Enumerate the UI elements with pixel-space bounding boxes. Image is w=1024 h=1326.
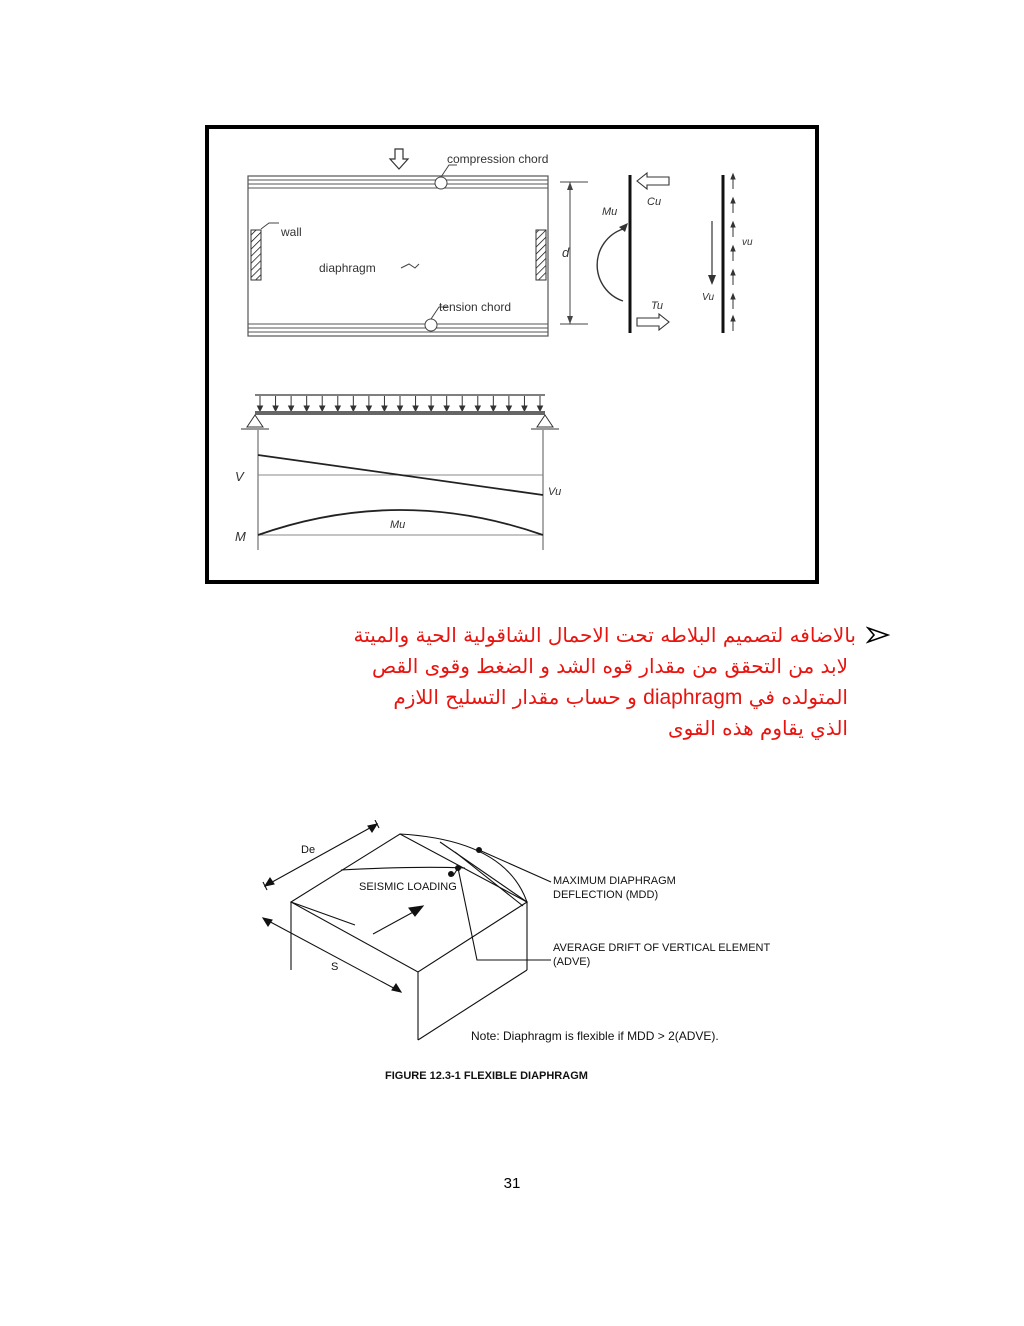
de-label: De — [301, 844, 316, 856]
arabic-line-1: بالاضافه لتصميم البلاطه تحت الاحمال الشاقولية الحية والميتة — [300, 620, 890, 651]
seismic-loading-label: SEISMIC LOADING — [359, 881, 457, 893]
slab-outline — [291, 834, 527, 972]
diaphragm-term: diaphragm — [643, 686, 743, 709]
wall-label: wall — [281, 225, 302, 239]
diaphragm-chord-figure — [205, 125, 819, 584]
moment-peak-label: Mu — [390, 519, 406, 531]
flexible-diaphragm-figure — [255, 820, 785, 1085]
wall-left — [251, 230, 261, 280]
compression-force-label: Cu — [647, 196, 662, 208]
arabic-line-4: الذي يقاوم هذه القوى — [668, 716, 848, 740]
adve-label-1: AVERAGE DRIFT OF VERTICAL ELEMENT — [553, 942, 771, 954]
compression-chord-label: compression chord — [447, 152, 549, 166]
depth-label: d — [562, 245, 570, 260]
mdd-label-1: MAXIMUM DIAPHRAGM — [553, 875, 676, 887]
adve-label-2: (ADVE) — [553, 956, 591, 968]
diaphragm-label: diaphragm — [319, 261, 376, 275]
shear-left-label: Vu — [702, 292, 715, 303]
tension-force-label: Tu — [651, 300, 664, 312]
arabic-line-2: لابد من التحقق من مقدار قوه الشد و الضغط وقوى القص — [372, 654, 848, 678]
page-number: 31 — [503, 1175, 521, 1192]
seismic-arrow-icon — [409, 906, 423, 916]
arabic-line-3: المتولده في diaphragm و حساب مقدار التسليح اللازم — [393, 685, 848, 709]
arrow-bullet-icon — [866, 625, 890, 645]
arabic-paragraph — [300, 620, 890, 744]
shear-end-label: Vu — [548, 486, 562, 498]
shear-diagram-label: V — [235, 469, 244, 484]
mdd-label-2: DEFLECTION (MDD) — [553, 889, 659, 901]
s-label: S — [331, 961, 339, 973]
flexibility-note: Note: Diaphragm is flexible if MDD > 2(ADVE). — [471, 1029, 719, 1043]
moment-label: Mu — [602, 206, 618, 218]
shear-right-label: vu — [742, 237, 753, 248]
tension-chord-label: tension chord — [439, 300, 512, 314]
wall-right — [536, 230, 546, 280]
moment-diagram-label: M — [235, 529, 246, 544]
figure-frame — [207, 127, 817, 582]
figure-caption: FIGURE 12.3-1 FLEXIBLE DIAPHRAGM — [385, 1070, 588, 1082]
